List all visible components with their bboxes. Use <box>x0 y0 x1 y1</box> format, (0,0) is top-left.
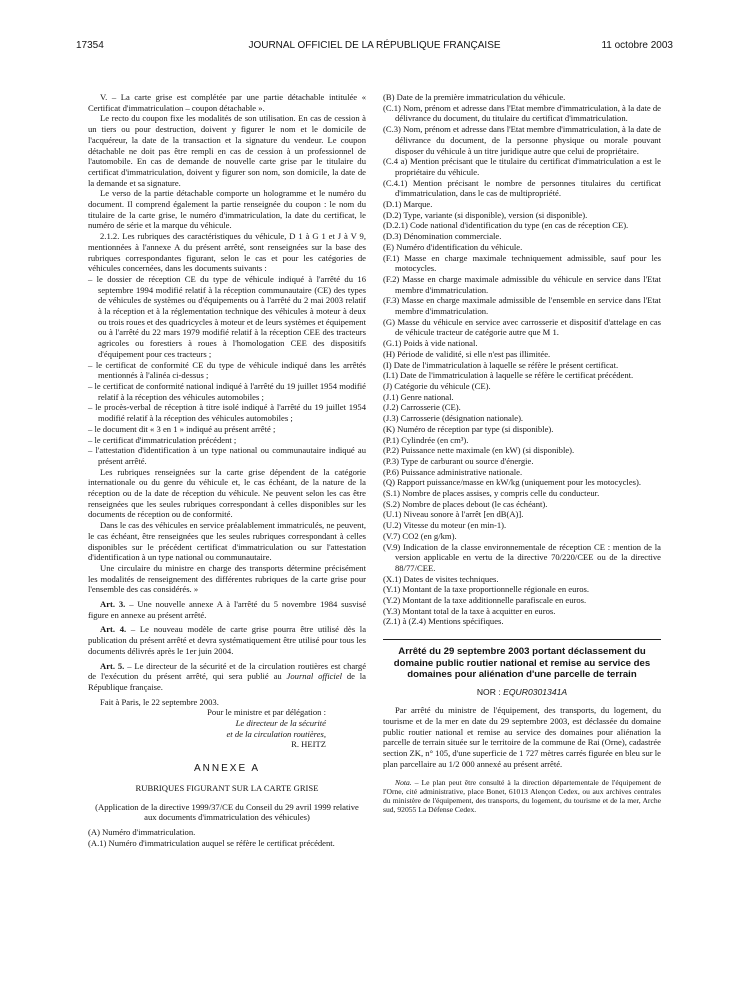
rubric-item: (B) Date de la première immatriculation du véhicule. <box>383 92 566 102</box>
rubric-item: (C.4 a) Mention précisant que le titulaire du certificat d'immatriculation a est le propriétaire du véhicule. <box>383 156 661 177</box>
rubric-item: (C.3) Nom, prénom et adresse dans l'Etat membre d'immatriculation, à la date de délivrance du document, de la personne physique ou morale pouvant disposer du véhicule à un titre juridique autre que celui de propriétaire. <box>383 124 661 156</box>
rubric-item: (U.2) Vitesse du moteur (en min-1). <box>383 520 507 531</box>
rubric-item: (C.4.1) Mention précisant le nombre de personnes titulaires du certificat d'immatriculation, dans le cas de multipropriété. <box>383 177 661 199</box>
decree-title: Arrêté du 29 septembre 2003 portant déclassement du domaine public routier national et remise au service des domaines pour aliénation d'une parcelle de terrain <box>383 639 661 681</box>
rubric-item: (P.3) Type de carburant ou source d'énergie. <box>383 455 534 466</box>
paragraph: Une circulaire du ministre en charge des transports détermine précisément les modalités de renseignement des différentes rubriques de la carte grise pour l'ensemble des cas considérés. » <box>88 562 366 595</box>
rubric-item: (F.3) Masse en charge maximale admissible de l'ensemble en service dans l'Etat membre d'immatriculation. <box>383 295 661 317</box>
paragraph: Le recto du coupon fixe les modalités de son utilisation. En cas de cession à un tiers ou pour destruction, doivent y figurer le nom et le domicile de l'acquéreur, la date de la transaction et la signature du vendeur. Le coupon détachable ne doit pas être rempli en cas de cession à un professionnel de l'automobile. En cas de demande de nouvelle carte grise par le titulaire du certificat d'immatriculation, doivent y figurer son nom, son domicile, la date de la demande et sa signature. <box>88 113 366 188</box>
rubric-item: (P.6) Puissance administrative nationale. <box>383 466 523 477</box>
done-at: Fait à Paris, le 22 septembre 2003. <box>100 696 219 707</box>
annex-title: ANNEXE A <box>193 763 261 775</box>
rubric-item: (G.1) Poids à vide national. <box>383 338 478 349</box>
rubric-item: (I) Date de l'immatriculation à laquelle se réfère le présent certificat. <box>383 359 619 370</box>
paragraph: Les rubriques renseignées sur la carte grise dépendent de la catégorie internationale ou du genre du véhicule et, le cas échéant, de la nature de la réception ou de la date de réception du véhicule. Ne peuvent selon les cas être renseignées que les seules rubriques correspondant à celles disponibles sur les documents de réception ou de conformité. <box>88 466 366 520</box>
list-item: – le certificat de conformité national indiqué à l'arrêté du 19 juillet 1954 modifié relatif à la réception des véhicules automobiles ; <box>88 381 366 402</box>
nor-reference: NOR : EQUR0301341A <box>476 686 568 697</box>
decree-text: Par arrêté du ministre de l'équipement, des transports, du logement, du tourisme et de la mer en date du 29 septembre 2003, est déclassée du domaine public routier national et remise au service des domaines pour aliénation la parcelle de terrain située sur le territoire de la commune de Rai (Orne), cadastrée section ZK, n° 105, d'une superficie de 1 727 mètres carrés figurée en bleu sur le plan parcellaire au 1/2 000 annexé au présent arrêté. <box>383 705 661 769</box>
rubric-item: (E) Numéro d'identification du véhicule. <box>383 241 523 252</box>
rubric-item: (J) Catégorie du véhicule (CE). <box>383 380 491 391</box>
article-3: Art. 3. – Une nouvelle annexe A à l'arrêté du 5 novembre 1984 susvisé figure en annexe au présent arrêté. <box>88 599 367 620</box>
article-5: Art. 5. – Le directeur de la sécurité et de la circulation routières est chargé de l'exécution du présent arrêté, qui sera publié au Journal officiel de la République française. <box>88 660 367 692</box>
article-4: Art. 4. – Le nouveau modèle de carte grise pourra être utilisé dès la publication du présent arrêté et devra systématiquement être utilisé pour tous les documents délivrés après le 1er juin 2004. <box>88 624 367 656</box>
journal-title: JOURNAL OFFICIEL DE LA RÉPUBLIQUE FRANÇAISE <box>248 40 501 51</box>
signatory: R. HEITZ <box>291 739 326 750</box>
list-item: – l'attestation d'identification à un type national ou communautaire indiqué au présent arrêté. <box>88 445 366 466</box>
list-item: – le document dit « 3 en 1 » indiqué au présent arrêté ; <box>88 424 366 435</box>
annex-application: (Application de la directive 1999/37/CE du Conseil du 29 avril 1999 relative aux documents d'immatriculation des véhicules) <box>95 801 359 823</box>
rubric-item: (I.1) Date de l'immatriculation à laquelle se réfère le certificat précédent. <box>383 370 634 381</box>
rubric-item: (D.2) Type, variante (si disponible), version (si disponible). <box>383 209 588 220</box>
paragraph: Dans le cas des véhicules en service préalablement immatriculés, ne peuvent, le cas échéant, être renseignées que les seules rubriques correspondant à celles disponibles sur le précédent certificat d'immatriculation ou sur l'attestation d'identification à un type national ou communautaire. <box>88 520 366 563</box>
article-label: Art. 3. <box>100 599 126 610</box>
list-item: – le dossier de réception CE du type de véhicule indiqué à l'arrêté du 16 septembre 1994 modifié relatif à la réception communautaire (CE) des types de véhicules de systèmes ou d'équipements ou à l'arrêté du 2 mai 2003 relatif à la réception et à la réglementation technique des véhicules à moteur à deux ou trois roues et des quadricycles à moteur et de leurs systèmes et équipement ou à l'arrêté du 22 mars 1979 modifié relatif à la réception CEE des tracteurs agricoles ou forestiers à roues à l'homologation CEE des dispositifs d'équipement pour ces tracteurs ; <box>88 274 366 360</box>
rubric-item: (H) Période de validité, si elle n'est pas illimitée. <box>383 348 551 359</box>
document-list <box>88 274 366 467</box>
rubric-item: (J.1) Genre national. <box>383 391 454 402</box>
rubric-item: (X.1) Dates de visites techniques. <box>383 573 499 584</box>
paragraph: 2.1.2. Les rubriques des caractéristiques du véhicule, D 1 à G 1 et J à V 9, mentionnées à l'annexe A du présent arrêté, sont renseignées sur la base des rubriques correspondantes figurant, selon le cas et pour les catégories de véhicules concernées, dans les documents suivants : <box>88 231 366 274</box>
rubric-item: (Y.3) Montant total de la taxe à acquitter en euros. <box>383 605 556 616</box>
note: Nota. – Le plan peut être consulté à la direction départementale de l'équipement de l'Orne, cité administrative, place Bonet, 61013 Alençon Cedex, ou aux archives centrales du ministère de l'équipement, des transports, du logement, du tourisme et de la mer, Arche sud, 92055 La Défense Cedex. <box>383 777 661 815</box>
rubric-item: (D.3) Dénomination commerciale. <box>383 231 502 242</box>
rubric-item: (J.2) Carrosserie (CE). <box>383 402 461 413</box>
rubric-item: (V.7) CO2 (en g/km). <box>383 530 457 541</box>
rubric-item: (P.2) Puissance nette maximale (en kW) (si disponible). <box>383 445 575 456</box>
rubric-item: (D.2.1) Code national d'identification du type (en cas de réception CE). <box>383 220 629 231</box>
rubric-item: (Q) Rapport puissance/masse en kW/kg (uniquement pour les motocycles). <box>383 477 641 488</box>
rubric-item: (D.1) Marque. <box>383 199 433 210</box>
article-label: Art. 5. <box>100 660 125 671</box>
rubric-item: (Y.1) Montant de la taxe proportionnelle régionale en euros. <box>383 584 590 595</box>
rubric-item: (S.1) Nombre de places assises, y compris celle du conducteur. <box>383 488 600 499</box>
rubric-item: (F.2) Masse en charge maximale admissible du véhicule en service dans l'Etat membre d'immatriculation. <box>383 273 661 295</box>
rubric-item: (G) Masse du véhicule en service avec carrosserie et dispositif d'attelage en cas de véhicule tracteur de catégorie autre que M 1. <box>383 316 661 338</box>
rubric-item: (K) Numéro de réception par type (si disponible). <box>383 423 554 434</box>
rubric-item: (U.1) Niveau sonore à l'arrêt [en dB(A)]. <box>383 509 524 520</box>
rubric-item: (Y.2) Montant de la taxe additionnelle parafiscale en euros. <box>383 595 587 606</box>
annex-subtitle: RUBRIQUES FIGURANT SUR LA CARTE GRISE <box>135 782 319 793</box>
left-column <box>88 92 366 848</box>
rubric-item: (S.2) Nombre de places debout (le cas échéant). <box>383 498 548 509</box>
rubric-item: (J.3) Carrosserie (désignation nationale). <box>383 413 524 424</box>
rubric-list <box>383 92 661 627</box>
page-header <box>76 40 673 52</box>
rubric-item: (F.1) Masse en charge maximale techniquement admissible, sauf pour les motocycles. <box>383 252 661 274</box>
rubric-item: (A.1) Numéro d'immatriculation auquel se réfère le certificat précédent. <box>88 837 335 848</box>
rubric-item: (A) Numéro d'immatriculation. <box>88 827 196 837</box>
rubric-item: (V.9) Indication de la classe environnementale de réception CE : mention de la version applicable en vertu de la directive 70/220/CEE ou de la directive 88/77/CEE. <box>383 541 661 573</box>
page-number: 17354 <box>76 40 104 51</box>
list-item: – le procès-verbal de réception à titre isolé indiqué à l'arrêté du 19 juillet 1954 modifié relatif à la réception des véhicules automobiles ; <box>88 402 366 423</box>
article-label: Art. 4. <box>100 624 127 635</box>
rubric-item: (C.1) Nom, prénom et adresse dans l'Etat membre d'immatriculation, à la date de délivrance du document, du titulaire du certificat d'immatriculation. <box>383 102 661 124</box>
list-item: – le certificat d'immatriculation précédent ; <box>88 435 366 446</box>
rubric-item: (Z.1) à (Z.4) Mentions spécifiques. <box>383 616 504 627</box>
list-item: – le certificat de conformité CE du type de véhicule indiqué dans les arrêtés mentionnés à l'alinéa ci-dessus ; <box>88 360 366 381</box>
rubric-item: (P.1) Cylindrée (en cm³). <box>383 434 469 445</box>
issue-date: 11 octobre 2003 <box>601 40 673 51</box>
signature-block: Pour le ministre et par délégation : Le directeur de la sécurité et de la circulation routières, R. HEITZ <box>88 707 366 750</box>
paragraph: Le verso de la partie détachable comporte un hologramme et le numéro du document. Il comprend également la partie renseignée du coupon : le nom du titulaire de la carte grise, le numéro d'immatriculation, la date du certificat, le numéro de série et la marque du véhicule. <box>88 188 366 231</box>
right-column <box>383 92 661 814</box>
paragraph: V. – La carte grise est complétée par une partie détachable intitulée « Certificat d'immatriculation – coupon détachable ». <box>88 92 366 113</box>
